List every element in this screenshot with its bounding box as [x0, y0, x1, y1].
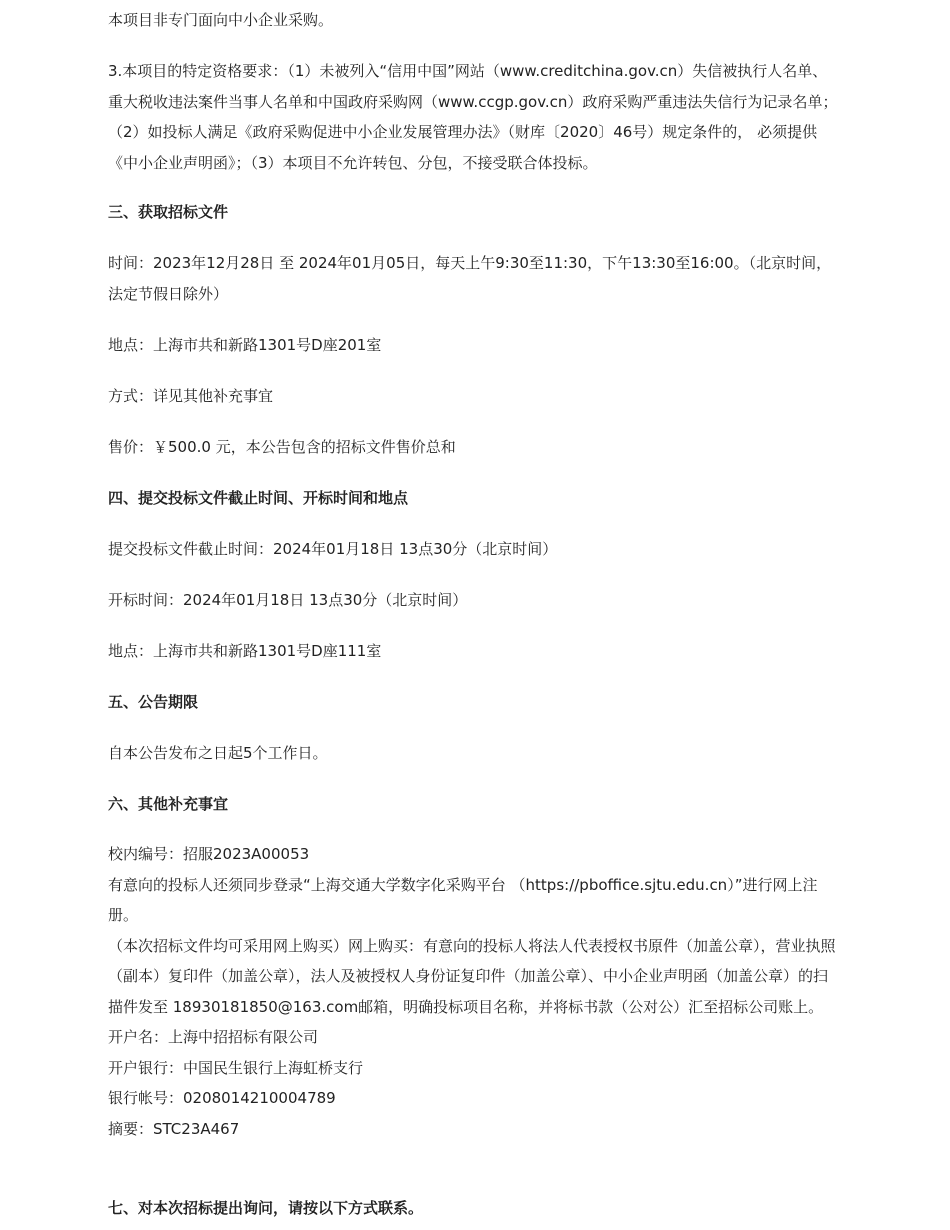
submission-deadline: 提交投标文件截止时间：2024年01月18日 13点30分（北京时间） [108, 540, 558, 558]
document-location: 地点：上海市共和新路1301号D座201室 [108, 336, 382, 354]
section-5-heading: 五、公告期限 [108, 693, 199, 711]
bank-name: 开户银行：中国民生银行上海虹桥支行 [108, 1058, 364, 1077]
section-7-heading: 七、对本次招标提出询问，请按以下方式联系。 [108, 1199, 424, 1217]
payment-memo: 摘要：STC23A467 [108, 1119, 240, 1138]
document-time: 时间：2023年12月28日 至 2024年01月05日，每天上午9:30至11:30，下午13:30至16:00。（北京时间，法定节假日除外） [108, 254, 832, 303]
online-purchase-note: （本次招标文件均可采用网上购买）网上购买：有意向的投标人将法人代表授权书原件（加盖公章），营业执照（副本）复印件（加盖公章），法人及被授权人身份证复印件（加盖公章）、中小企业声明函（加盖公章）的扫描件发至 18930181850@163.com邮箱，明确投标项目名称，并将标书款（公对公）汇至招标公司账上。 [108, 936, 836, 1016]
opening-location: 地点：上海市共和新路1301号D座111室 [108, 642, 382, 660]
registration-note: 有意向的投标人还须同步登录“上海交通大学数字化采购平台 （https://pboffice.sjtu.edu.cn）”进行网上注册。 [108, 875, 818, 924]
qualification-requirements: 3.本项目的特定资格要求：（1）未被列入“信用中国”网站（www.creditchina.gov.cn）失信被执行人名单、重大税收违法案件当事人名单和中国政府采购网（www.ccgp.gov.cn）政府采购严重违法失信行为记录名单；（2）如投标人满足《政府采购促进中小企业发展管理办法》（财库〔2020〕46号）规定条件的， 必须提供《中小企业声明函》；（3）本项目不允许转包、分包，不接受联合体投标。 [108, 62, 838, 172]
section-4-heading: 四、提交投标文件截止时间、开标时间和地点 [108, 489, 409, 507]
document-price: 售价：￥500.0 元，本公告包含的招标文件售价总和 [108, 438, 456, 456]
announcement-period: 自本公告发布之日起5个工作日。 [108, 744, 328, 762]
supplementary-block [108, 839, 840, 1144]
section-6-heading: 六、其他补充事宜 [108, 795, 229, 813]
account-number: 银行帐号：0208014210004789 [108, 1089, 336, 1107]
intro-note: 本项目非专门面向中小企业采购。 [108, 11, 334, 29]
opening-time: 开标时间：2024年01月18日 13点30分（北京时间） [108, 591, 468, 609]
document-method: 方式：详见其他补充事宜 [108, 387, 274, 405]
account-name: 开户名：上海中招招标有限公司 [108, 1028, 319, 1046]
internal-number: 校内编号：招服2023A00053 [108, 845, 310, 863]
section-3-heading: 三、获取招标文件 [108, 203, 229, 221]
